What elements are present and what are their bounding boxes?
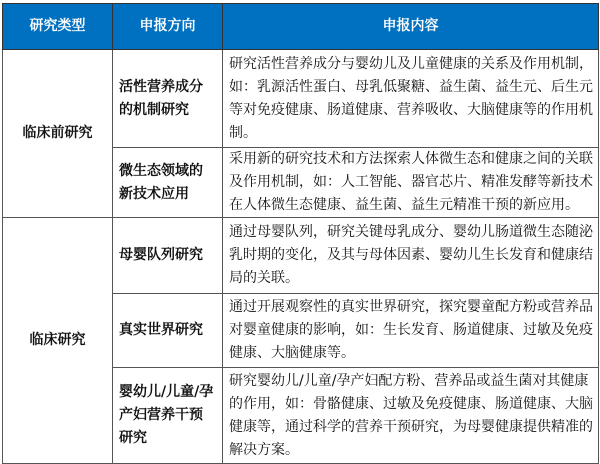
table-row <box>3 50 599 148</box>
header-content: 申报内容 <box>223 4 599 50</box>
direction-cell: 真实世界研究 <box>113 294 223 368</box>
content-cell: 研究婴幼儿/儿童/孕产妇配方粉、营养品或益生菌对其健康的作用，如：骨骼健康、过敏及免疫健康、肠道健康、大脑健康等，通过科学的营养干预研究，为母婴健康提供精准的解决方案。 <box>223 368 599 464</box>
research-type-cell: 临床前研究 <box>3 50 113 218</box>
content-cell: 研究活性营养成分与婴幼儿及儿童健康的关系及作用机制，如：乳源活性蛋白、母乳低聚糖、益生菌、益生元、后生元等对免疫健康、肠道健康、营养吸收、大脑健康等的作用机制。 <box>223 50 599 148</box>
direction-cell: 活性营养成分的机制研究 <box>113 50 223 148</box>
content-cell: 通过开展观察性的真实世界研究，探究婴童配方粉或营养品对婴童健康的影响，如：生长发育、肠道健康、过敏及免疫健康、大脑健康等。 <box>223 294 599 368</box>
research-table <box>2 3 599 464</box>
table-header-row <box>3 4 599 50</box>
research-type-cell: 临床研究 <box>3 218 113 464</box>
content-cell: 采用新的研究技术和方法探索人体微生态和健康之间的关联及作用机制，如：人工智能、器官芯片、精准发酵等新技术在人体微生态健康、益生菌、益生元精准干预的新应用。 <box>223 148 599 218</box>
table-row <box>3 218 599 294</box>
content-cell: 通过母婴队列，研究关键母乳成分、婴幼儿肠道微生态随泌乳时期的变化，及其与母体因素、婴幼儿生长发育和健康结局的关联。 <box>223 218 599 294</box>
header-direction: 申报方向 <box>113 4 223 50</box>
direction-cell: 婴幼儿/儿童/孕产妇营养干预研究 <box>113 368 223 464</box>
header-type: 研究类型 <box>3 4 113 50</box>
direction-cell: 母婴队列研究 <box>113 218 223 294</box>
direction-cell: 微生态领域的新技术应用 <box>113 148 223 218</box>
